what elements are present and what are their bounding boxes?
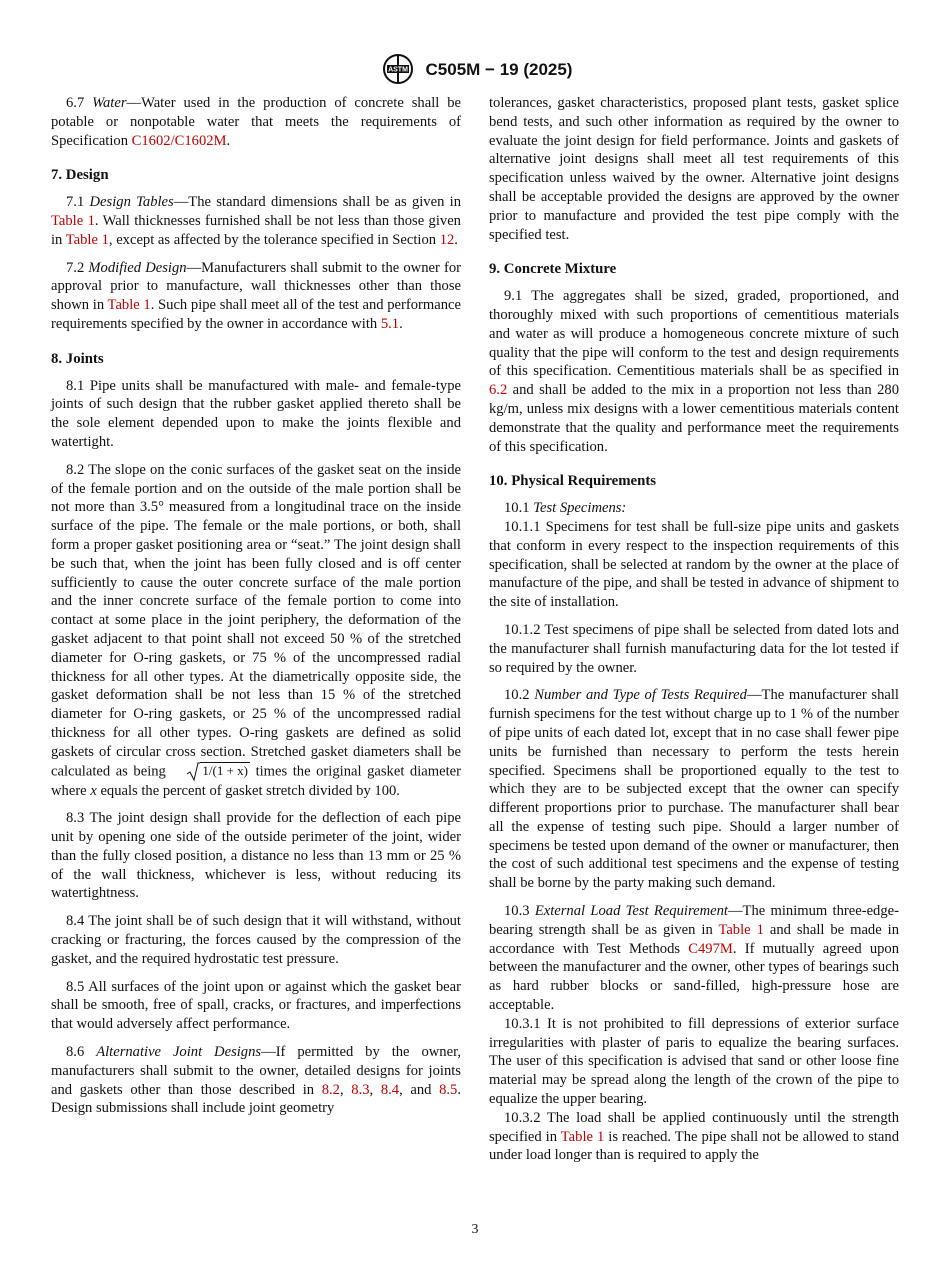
paragraph-8-6-continued: tolerances, gasket characteristics, proposed plant tests, gasket splice bend tests, and such other information as required by the owner to evaluate the joint design for field performance. Joints and gaskets of alternative joint designs shall meet all test requirements of this specification unless waived by the owner. Alternative joint designs shall be acceptable provided the designs are approved by the owner prior to manufacture and provided the test pipe comply with the specified test. — [489, 95, 899, 243]
ref-link[interactable]: 8.2 — [321, 1081, 340, 1098]
ref-link[interactable]: Table 1 — [560, 1128, 605, 1145]
paragraph-8-3: 8.3 The joint design shall provide for the deflection of each pipe unit by opening one side of the outside perimeter of the joint, wider than the fully closed position, a distance no less than 13 mm or 25 % of the wall thickness, whichever is less, without reducing its watertightness. — [51, 810, 461, 902]
paragraph-10-1-1: 10.1.1 Specimens for test shall be full-size pipe units and gaskets that conform in every respect to the inspection requirements of this specification, shall be selected at random by the owner at the place of manufacture of the pipe, and shall be tested in advance of shipment to the site of installation. — [489, 518, 899, 611]
ref-link[interactable]: Table 1 — [718, 921, 764, 938]
standard-designation: C505M − 19 (2025) — [425, 60, 573, 79]
paragraph-10-3: 10.3 External Load Test Requirement—The minimum three-edge-bearing strength shall be as given in Table 1 and shall be made in accordance with Test Methods C497M. If mutually agreed upon between the manufacturer and the owner, other types of bearings such as hard rubber blocks or sand-filled, high-pressure hose are acceptable. — [489, 903, 900, 1014]
paragraph-10-3-2: 10.3.2 The load shall be applied continuously until the strength specified in Table 1 is reached. The pipe shall not be allowed to stand under load longer than is required to apply the — [489, 1109, 899, 1164]
page-header — [0, 52, 950, 86]
ref-link[interactable]: C497M — [688, 940, 733, 957]
astm-logo-icon — [378, 52, 418, 86]
paragraph-10-1: 10.1 Test Specimens: — [504, 500, 627, 517]
paragraph-8-5: 8.5 All surfaces of the joint upon or against which the gasket bear shall be smooth, free of spall, cracks, or fractures, and imperfections that would adversely affect performance. — [51, 978, 461, 1033]
page-number: 3 — [471, 1222, 479, 1237]
ref-link[interactable]: C1602/C1602M — [131, 132, 227, 149]
paragraph-7-1: 7.1 Design Tables—The standard dimensions shall be as given in Table 1. Wall thicknesses furnished shall be not less than those given in Table 1, except as affected by the tolerance specified in Section 12. — [51, 194, 461, 248]
ref-link[interactable]: 6.2 — [489, 382, 508, 399]
sqrt-formula: 1/(1 + x) — [171, 762, 250, 782]
ref-link[interactable]: 5.1 — [380, 315, 400, 332]
paragraph-9-1: 9.1 The aggregates shall be sized, graded, proportioned, and thoroughly mixed with such proportions of cementitious materials and water as will produce a homogeneous concrete mixture of such quality that the pipe will conform to the test and design requirements of this specification. Cementitious materials shall be as specified in 6.2 and shall be added to the mix in a proportion not less than 280 kg/m, unless mix designs with a lower cementitious materials content demonstrate that the quality and performance meet the requirements of this specification. — [489, 288, 899, 455]
paragraph-8-4: 8.4 The joint shall be of such design that it will withstand, without cracking or fracturing, the forces caused by the compression of the gasket, and the required hydrostatic test pressure. — [51, 913, 461, 967]
paragraph-6-7: 6.7 Water—Water used in the production of concrete shall be potable or nonpotable water that meets the requirements of Specification C1602/C1602M. — [51, 95, 461, 149]
ref-link[interactable]: Table 1 — [51, 212, 95, 229]
section-heading-9: 9. Concrete Mixture — [489, 261, 617, 278]
svg-text:ASTM: ASTM — [387, 66, 408, 74]
paragraph-8-6: 8.6 Alternative Joint Designs—If permitted by the owner, manufacturers shall submit to the owner, detailed designs for joints and gaskets other than those described in 8.2, 8.3, 8.4, and 8.5. Design submissions shall include joint geometry — [51, 1044, 461, 1117]
right-column — [489, 94, 899, 1165]
paragraph-10-2: 10.2 Number and Type of Tests Required—The manufacturer shall furnish specimens for the test without charge up to 1 % of the number of pipe units of each dated lot, except that in no case shall fewer pipe units be furnished than necessary to perform the tests herein specified. Specimens shall be proportioned equally to the test to which they are to be subjected except that the owner can specify different proportions prior to purchase. The manufacturer shall bear all the expense of testing such pipe. Should a larger number of specimens be tested upon demand of the owner or manufacturer, then the cost of such additional test specimens and the expense of testing shall be borne by the party making such demand. — [489, 687, 899, 892]
ref-link[interactable]: Table 1 — [107, 297, 151, 314]
ref-link[interactable]: 8.3 — [351, 1081, 370, 1098]
paragraph-10-3-1: 10.3.1 It is not prohibited to fill depressions of exterior surface irregularities with plaster of paris to equalize the bearing surfaces. The user of this specification is advised that sand or other loose fine material may be spread along the length of the crown of the pipe to equalize the upper bearing. — [489, 1015, 899, 1108]
paragraph-7-2: 7.2 Modified Design—Manufacturers shall submit to the owner for approval prior to manufacture, wall thicknesses other than those shown in Table 1. Such pipe shall meet all of the test and performance requirements specified by the owner in accordance with 5.1. — [51, 259, 461, 332]
ref-link[interactable]: 12 — [439, 231, 455, 248]
paragraph-8-1: 8.1 Pipe units shall be manufactured with male- and female-type joints of such design that the rubber gasket applied thereto shall be the sole element depended upon to make the joints flexible and watertight. — [51, 377, 461, 450]
ref-link[interactable]: Table 1 — [65, 231, 109, 248]
section-heading-8: 8. Joints — [51, 350, 104, 367]
ref-link[interactable]: 8.5 — [439, 1081, 458, 1098]
paragraph-8-2: 8.2 The slope on the conic surfaces of the gasket seat on the inside of the female portion and on the outside of the male portion shall be not more than 3.5° measured from a longitudinal trace on the inside surface of the pipe. The female or the male portions, or both, shall form a proper gasket positioning area or “seat.” The joint design shall be such that, when the joint has been fully closed and is off center sufficiently to cause the outer concrete surface of the male portion and the inner concrete surface of the female portion to come into contact at some place in the joint periphery, the deformation of the gasket adjacent to that point shall not exceed 50 % of the stretched diameter for O-ring gaskets, or 75 % of the uncompressed radial thickness for all other types. At the diametrically opposite side, the gasket deformation shall be not less than 15 % of the stretched diameter for O-ring gaskets, or 25 % of the uncompressed radial thickness for all other types. O-ring gaskets are defined as solid gaskets of circular cross section. Stretched gasket diameters shall be calculated as being 1/(1 + x) times the original gasket diameter where x equals the percent of gasket stretch divided by 100. — [51, 461, 461, 799]
left-column — [51, 94, 461, 1127]
section-heading-10: 10. Physical Requirements — [489, 473, 657, 490]
ref-link[interactable]: 8.4 — [380, 1081, 400, 1098]
section-heading-7: 7. Design — [51, 167, 109, 184]
paragraph-10-1-2: 10.1.2 Test specimens of pipe shall be selected from dated lots and the manufacturer shall furnish manufacturing data for the lot tested if so required by the owner. — [489, 621, 899, 676]
